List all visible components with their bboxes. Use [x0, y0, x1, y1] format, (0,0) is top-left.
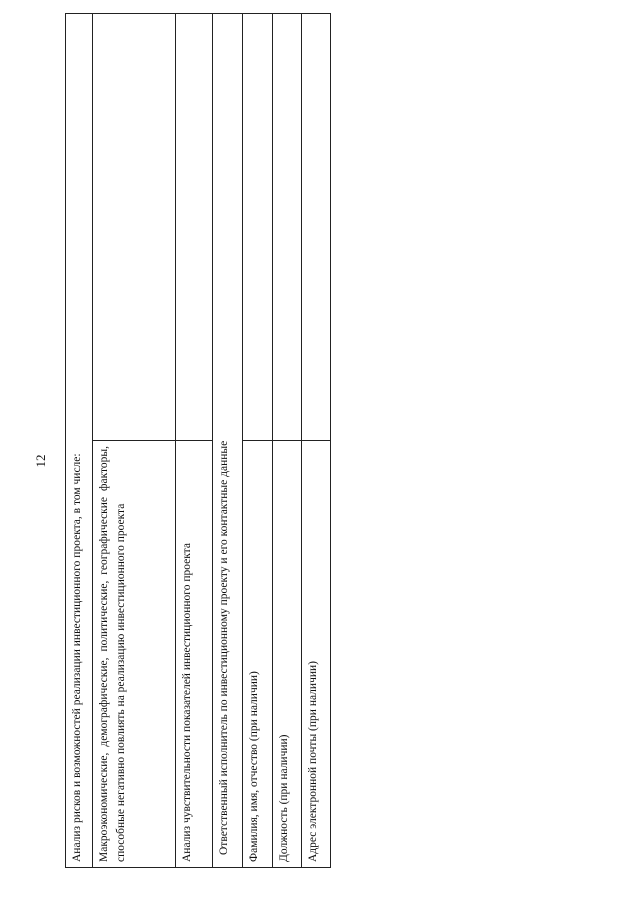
risk-factors-label-cell: Макроэкономические, демографические, политические, географические факторы, способные негативно повлиять на реализацию инвестиционного проекта	[93, 441, 176, 868]
position-label-cell: Должность (при наличии)	[273, 441, 302, 868]
sensitivity-label-cell: Анализ чувствительности показателей инвестиционного проекта	[176, 441, 213, 868]
section-heading-cell: Анализ рисков и возможностей реализации инвестиционного проекта, в том числе:	[66, 14, 93, 868]
contact-heading-cell: Ответственный исполнитель по инвестиционному проекту и его контактные данные	[213, 14, 243, 868]
full-name-value-cell	[243, 14, 273, 441]
page-number: 12	[33, 454, 48, 468]
table-row	[93, 14, 176, 868]
document-sheet	[65, 13, 330, 868]
table-row	[66, 14, 93, 868]
investment-project-table	[65, 13, 331, 868]
email-label-cell: Адрес электронной почты (при наличии)	[302, 441, 331, 868]
position-value-cell	[273, 14, 302, 441]
table-row	[176, 14, 213, 868]
table-row	[243, 14, 273, 868]
sensitivity-value-cell	[176, 14, 213, 441]
table-row	[273, 14, 302, 868]
table-row	[302, 14, 331, 868]
risk-factors-value-cell	[93, 14, 176, 441]
table-row	[213, 14, 243, 868]
email-value-cell	[302, 14, 331, 441]
full-name-label-cell: Фамилия, имя, отчество (при наличии)	[243, 441, 273, 868]
